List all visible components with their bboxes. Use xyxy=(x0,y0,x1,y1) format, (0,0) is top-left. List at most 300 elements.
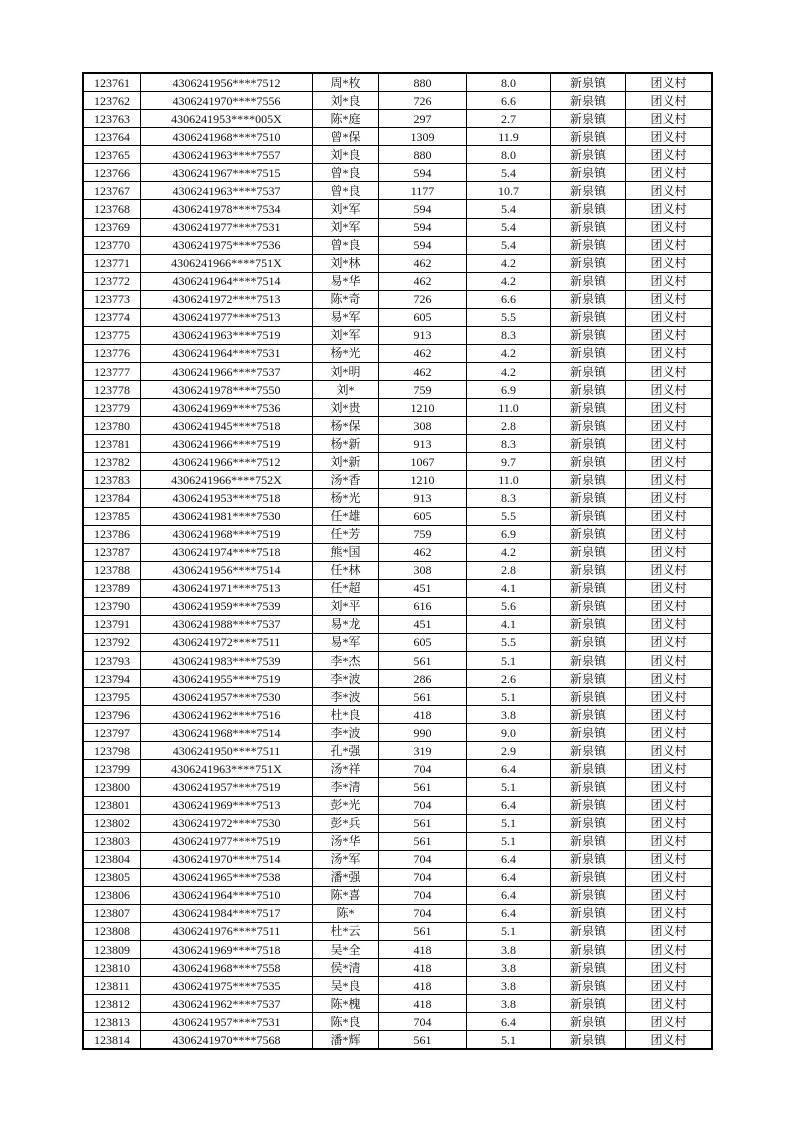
area-cell: 5.1 xyxy=(467,778,551,796)
village-cell: 团义村 xyxy=(626,922,712,940)
id-number-cell: 4306241965****7538 xyxy=(141,868,313,886)
name-cell: 易*军 xyxy=(313,633,379,651)
area-cell: 11.0 xyxy=(467,471,551,489)
area-cell: 8.0 xyxy=(467,74,551,92)
table-row xyxy=(84,182,712,200)
record-number-cell: 123765 xyxy=(84,146,141,164)
record-number-cell: 123813 xyxy=(84,1013,141,1031)
village-cell: 团义村 xyxy=(626,760,712,778)
village-cell: 团义村 xyxy=(626,796,712,814)
amount-cell: 319 xyxy=(379,742,467,760)
table-row xyxy=(84,850,712,868)
record-number-cell: 123808 xyxy=(84,922,141,940)
amount-cell: 418 xyxy=(379,977,467,995)
area-cell: 6.4 xyxy=(467,796,551,814)
amount-cell: 297 xyxy=(379,110,467,128)
village-cell: 团义村 xyxy=(626,74,712,92)
id-number-cell: 4306241945****7518 xyxy=(141,417,313,435)
table-row xyxy=(84,995,712,1013)
id-number-cell: 4306241966****7537 xyxy=(141,363,313,381)
village-cell: 团义村 xyxy=(626,344,712,362)
area-cell: 6.4 xyxy=(467,1013,551,1031)
area-cell: 4.2 xyxy=(467,272,551,290)
town-cell: 新泉镇 xyxy=(551,868,626,886)
village-cell: 团义村 xyxy=(626,941,712,959)
record-number-cell: 123793 xyxy=(84,652,141,670)
amount-cell: 418 xyxy=(379,959,467,977)
town-cell: 新泉镇 xyxy=(551,579,626,597)
area-cell: 5.5 xyxy=(467,308,551,326)
area-cell: 4.2 xyxy=(467,363,551,381)
record-number-cell: 123773 xyxy=(84,290,141,308)
name-cell: 吴*良 xyxy=(313,977,379,995)
village-cell: 团义村 xyxy=(626,868,712,886)
id-number-cell: 4306241978****7534 xyxy=(141,200,313,218)
id-number-cell: 4306241970****7514 xyxy=(141,850,313,868)
table-row xyxy=(84,760,712,778)
village-cell: 团义村 xyxy=(626,904,712,922)
area-cell: 3.8 xyxy=(467,706,551,724)
record-number-cell: 123771 xyxy=(84,254,141,272)
village-cell: 团义村 xyxy=(626,706,712,724)
id-number-cell: 4306241976****7511 xyxy=(141,922,313,940)
name-cell: 熊*国 xyxy=(313,543,379,561)
town-cell: 新泉镇 xyxy=(551,995,626,1013)
town-cell: 新泉镇 xyxy=(551,110,626,128)
area-cell: 8.0 xyxy=(467,146,551,164)
amount-cell: 561 xyxy=(379,814,467,832)
name-cell: 孔*强 xyxy=(313,742,379,760)
name-cell: 杜*良 xyxy=(313,706,379,724)
table-row xyxy=(84,363,712,381)
village-cell: 团义村 xyxy=(626,272,712,290)
id-number-cell: 4306241972****7511 xyxy=(141,633,313,651)
amount-cell: 880 xyxy=(379,146,467,164)
table-row xyxy=(84,724,712,742)
record-number-cell: 123799 xyxy=(84,760,141,778)
id-number-cell: 4306241967****7515 xyxy=(141,164,313,182)
record-number-cell: 123766 xyxy=(84,164,141,182)
table-row xyxy=(84,543,712,561)
village-cell: 团义村 xyxy=(626,652,712,670)
name-cell: 易*军 xyxy=(313,308,379,326)
id-number-cell: 4306241977****7531 xyxy=(141,218,313,236)
amount-cell: 462 xyxy=(379,254,467,272)
name-cell: 李*波 xyxy=(313,688,379,706)
name-cell: 李*波 xyxy=(313,724,379,742)
amount-cell: 913 xyxy=(379,326,467,344)
id-number-cell: 4306241970****7556 xyxy=(141,92,313,110)
record-number-cell: 123774 xyxy=(84,308,141,326)
village-cell: 团义村 xyxy=(626,453,712,471)
town-cell: 新泉镇 xyxy=(551,381,626,399)
name-cell: 陈*奇 xyxy=(313,290,379,308)
area-cell: 6.9 xyxy=(467,381,551,399)
record-number-cell: 123785 xyxy=(84,507,141,525)
table-row xyxy=(84,941,712,959)
id-number-cell: 4306241963****751X xyxy=(141,760,313,778)
area-cell: 2.7 xyxy=(467,110,551,128)
village-cell: 团义村 xyxy=(626,92,712,110)
record-number-cell: 123812 xyxy=(84,995,141,1013)
amount-cell: 704 xyxy=(379,868,467,886)
amount-cell: 704 xyxy=(379,796,467,814)
name-cell: 刘*军 xyxy=(313,200,379,218)
record-number-cell: 123811 xyxy=(84,977,141,995)
record-number-cell: 123795 xyxy=(84,688,141,706)
town-cell: 新泉镇 xyxy=(551,435,626,453)
amount-cell: 462 xyxy=(379,344,467,362)
amount-cell: 418 xyxy=(379,995,467,1013)
area-cell: 3.8 xyxy=(467,995,551,1013)
record-number-cell: 123783 xyxy=(84,471,141,489)
table-row xyxy=(84,471,712,489)
name-cell: 杨*保 xyxy=(313,417,379,435)
village-cell: 团义村 xyxy=(626,597,712,615)
village-cell: 团义村 xyxy=(626,128,712,146)
amount-cell: 418 xyxy=(379,941,467,959)
name-cell: 汤*军 xyxy=(313,850,379,868)
id-number-cell: 4306241983****7539 xyxy=(141,652,313,670)
id-number-cell: 4306241977****7513 xyxy=(141,308,313,326)
village-cell: 团义村 xyxy=(626,471,712,489)
amount-cell: 462 xyxy=(379,543,467,561)
record-number-cell: 123806 xyxy=(84,886,141,904)
village-cell: 团义村 xyxy=(626,381,712,399)
id-number-cell: 4306241974****7518 xyxy=(141,543,313,561)
id-number-cell: 4306241963****7537 xyxy=(141,182,313,200)
village-cell: 团义村 xyxy=(626,832,712,850)
town-cell: 新泉镇 xyxy=(551,886,626,904)
id-number-cell: 4306241953****005X xyxy=(141,110,313,128)
record-number-cell: 123767 xyxy=(84,182,141,200)
village-cell: 团义村 xyxy=(626,742,712,760)
village-cell: 团义村 xyxy=(626,146,712,164)
name-cell: 杨*光 xyxy=(313,344,379,362)
area-cell: 8.3 xyxy=(467,489,551,507)
record-number-cell: 123775 xyxy=(84,326,141,344)
name-cell: 任*雄 xyxy=(313,507,379,525)
town-cell: 新泉镇 xyxy=(551,706,626,724)
table-row xyxy=(84,272,712,290)
town-cell: 新泉镇 xyxy=(551,290,626,308)
table-row xyxy=(84,886,712,904)
id-number-cell: 4306241962****7537 xyxy=(141,995,313,1013)
amount-cell: 308 xyxy=(379,417,467,435)
name-cell: 汤*华 xyxy=(313,832,379,850)
table-row xyxy=(84,200,712,218)
village-cell: 团义村 xyxy=(626,308,712,326)
town-cell: 新泉镇 xyxy=(551,1013,626,1031)
town-cell: 新泉镇 xyxy=(551,597,626,615)
amount-cell: 462 xyxy=(379,272,467,290)
area-cell: 5.5 xyxy=(467,507,551,525)
town-cell: 新泉镇 xyxy=(551,363,626,381)
town-cell: 新泉镇 xyxy=(551,778,626,796)
id-number-cell: 4306241950****7511 xyxy=(141,742,313,760)
village-cell: 团义村 xyxy=(626,182,712,200)
amount-cell: 704 xyxy=(379,850,467,868)
name-cell: 曾*良 xyxy=(313,236,379,254)
id-number-cell: 4306241968****7514 xyxy=(141,724,313,742)
area-cell: 5.1 xyxy=(467,832,551,850)
village-cell: 团义村 xyxy=(626,724,712,742)
town-cell: 新泉镇 xyxy=(551,561,626,579)
table-row xyxy=(84,110,712,128)
table-row xyxy=(84,977,712,995)
name-cell: 彭*兵 xyxy=(313,814,379,832)
record-number-cell: 123787 xyxy=(84,543,141,561)
town-cell: 新泉镇 xyxy=(551,128,626,146)
id-number-cell: 4306241955****7519 xyxy=(141,670,313,688)
area-cell: 5.4 xyxy=(467,218,551,236)
town-cell: 新泉镇 xyxy=(551,308,626,326)
record-number-cell: 123779 xyxy=(84,399,141,417)
area-cell: 11.0 xyxy=(467,399,551,417)
area-cell: 8.3 xyxy=(467,435,551,453)
area-cell: 6.4 xyxy=(467,886,551,904)
record-number-cell: 123810 xyxy=(84,959,141,977)
id-number-cell: 4306241969****7513 xyxy=(141,796,313,814)
amount-cell: 1177 xyxy=(379,182,467,200)
name-cell: 杜*云 xyxy=(313,922,379,940)
name-cell: 曾*良 xyxy=(313,182,379,200)
name-cell: 任*芳 xyxy=(313,525,379,543)
area-cell: 5.4 xyxy=(467,164,551,182)
town-cell: 新泉镇 xyxy=(551,453,626,471)
name-cell: 汤*祥 xyxy=(313,760,379,778)
amount-cell: 594 xyxy=(379,200,467,218)
name-cell: 刘*良 xyxy=(313,92,379,110)
record-number-cell: 123814 xyxy=(84,1031,141,1049)
name-cell: 陈*良 xyxy=(313,1013,379,1031)
town-cell: 新泉镇 xyxy=(551,92,626,110)
id-number-cell: 4306241962****7516 xyxy=(141,706,313,724)
id-number-cell: 4306241956****7514 xyxy=(141,561,313,579)
village-cell: 团义村 xyxy=(626,1031,712,1049)
table-row xyxy=(84,561,712,579)
id-number-cell: 4306241969****7536 xyxy=(141,399,313,417)
town-cell: 新泉镇 xyxy=(551,688,626,706)
area-cell: 6.4 xyxy=(467,868,551,886)
id-number-cell: 4306241975****7536 xyxy=(141,236,313,254)
table-row xyxy=(84,92,712,110)
name-cell: 潘*强 xyxy=(313,868,379,886)
amount-cell: 605 xyxy=(379,633,467,651)
amount-cell: 913 xyxy=(379,489,467,507)
amount-cell: 308 xyxy=(379,561,467,579)
name-cell: 吴*全 xyxy=(313,941,379,959)
name-cell: 刘*平 xyxy=(313,597,379,615)
town-cell: 新泉镇 xyxy=(551,146,626,164)
village-cell: 团义村 xyxy=(626,290,712,308)
area-cell: 4.2 xyxy=(467,344,551,362)
id-number-cell: 4306241978****7550 xyxy=(141,381,313,399)
table-row xyxy=(84,308,712,326)
table-row xyxy=(84,633,712,651)
town-cell: 新泉镇 xyxy=(551,164,626,182)
id-number-cell: 4306241957****7530 xyxy=(141,688,313,706)
id-number-cell: 4306241964****7531 xyxy=(141,344,313,362)
amount-cell: 561 xyxy=(379,832,467,850)
name-cell: 汤*香 xyxy=(313,471,379,489)
table-row xyxy=(84,290,712,308)
table-row xyxy=(84,1013,712,1031)
village-cell: 团义村 xyxy=(626,886,712,904)
record-number-cell: 123780 xyxy=(84,417,141,435)
name-cell: 杨*光 xyxy=(313,489,379,507)
table-body xyxy=(84,74,712,1049)
town-cell: 新泉镇 xyxy=(551,922,626,940)
name-cell: 刘*良 xyxy=(313,146,379,164)
area-cell: 3.8 xyxy=(467,941,551,959)
area-cell: 2.8 xyxy=(467,561,551,579)
data-table xyxy=(83,73,712,1049)
village-cell: 团义村 xyxy=(626,579,712,597)
id-number-cell: 4306241968****7510 xyxy=(141,128,313,146)
name-cell: 李*清 xyxy=(313,778,379,796)
name-cell: 任*超 xyxy=(313,579,379,597)
id-number-cell: 4306241972****7530 xyxy=(141,814,313,832)
amount-cell: 759 xyxy=(379,381,467,399)
area-cell: 4.1 xyxy=(467,615,551,633)
name-cell: 刘*军 xyxy=(313,218,379,236)
village-cell: 团义村 xyxy=(626,507,712,525)
table-row xyxy=(84,796,712,814)
area-cell: 6.4 xyxy=(467,850,551,868)
table-row xyxy=(84,706,712,724)
record-number-cell: 123764 xyxy=(84,128,141,146)
town-cell: 新泉镇 xyxy=(551,832,626,850)
village-cell: 团义村 xyxy=(626,778,712,796)
area-cell: 10.7 xyxy=(467,182,551,200)
table-row xyxy=(84,525,712,543)
record-number-cell: 123791 xyxy=(84,615,141,633)
village-cell: 团义村 xyxy=(626,688,712,706)
amount-cell: 286 xyxy=(379,670,467,688)
name-cell: 刘*新 xyxy=(313,453,379,471)
amount-cell: 726 xyxy=(379,92,467,110)
table-row xyxy=(84,814,712,832)
town-cell: 新泉镇 xyxy=(551,182,626,200)
table-row xyxy=(84,507,712,525)
record-number-cell: 123784 xyxy=(84,489,141,507)
amount-cell: 418 xyxy=(379,706,467,724)
amount-cell: 880 xyxy=(379,74,467,92)
table-row xyxy=(84,868,712,886)
village-cell: 团义村 xyxy=(626,164,712,182)
name-cell: 任*林 xyxy=(313,561,379,579)
record-number-cell: 123772 xyxy=(84,272,141,290)
record-number-cell: 123798 xyxy=(84,742,141,760)
area-cell: 5.1 xyxy=(467,814,551,832)
area-cell: 3.8 xyxy=(467,977,551,995)
table-row xyxy=(84,146,712,164)
town-cell: 新泉镇 xyxy=(551,1031,626,1049)
record-number-cell: 123802 xyxy=(84,814,141,832)
name-cell: 周*枚 xyxy=(313,74,379,92)
amount-cell: 704 xyxy=(379,904,467,922)
amount-cell: 462 xyxy=(379,363,467,381)
area-cell: 9.7 xyxy=(467,453,551,471)
town-cell: 新泉镇 xyxy=(551,633,626,651)
village-cell: 团义村 xyxy=(626,633,712,651)
village-cell: 团义村 xyxy=(626,670,712,688)
town-cell: 新泉镇 xyxy=(551,796,626,814)
area-cell: 5.4 xyxy=(467,236,551,254)
area-cell: 5.1 xyxy=(467,1031,551,1049)
table-row xyxy=(84,218,712,236)
area-cell: 6.9 xyxy=(467,525,551,543)
record-number-cell: 123803 xyxy=(84,832,141,850)
table-row xyxy=(84,832,712,850)
record-number-cell: 123804 xyxy=(84,850,141,868)
village-cell: 团义村 xyxy=(626,254,712,272)
id-number-cell: 4306241977****7519 xyxy=(141,832,313,850)
table-row xyxy=(84,435,712,453)
name-cell: 刘*军 xyxy=(313,326,379,344)
town-cell: 新泉镇 xyxy=(551,652,626,670)
record-number-cell: 123805 xyxy=(84,868,141,886)
record-number-cell: 123800 xyxy=(84,778,141,796)
area-cell: 9.0 xyxy=(467,724,551,742)
id-number-cell: 4306241963****7557 xyxy=(141,146,313,164)
amount-cell: 561 xyxy=(379,778,467,796)
id-number-cell: 4306241956****7512 xyxy=(141,74,313,92)
record-number-cell: 123768 xyxy=(84,200,141,218)
name-cell: 易*华 xyxy=(313,272,379,290)
town-cell: 新泉镇 xyxy=(551,941,626,959)
id-number-cell: 4306241970****7568 xyxy=(141,1031,313,1049)
record-number-cell: 123776 xyxy=(84,344,141,362)
village-cell: 团义村 xyxy=(626,995,712,1013)
table-row xyxy=(84,254,712,272)
table-row xyxy=(84,399,712,417)
town-cell: 新泉镇 xyxy=(551,670,626,688)
amount-cell: 561 xyxy=(379,652,467,670)
name-cell: 李*波 xyxy=(313,670,379,688)
table-row xyxy=(84,670,712,688)
town-cell: 新泉镇 xyxy=(551,977,626,995)
id-number-cell: 4306241984****7517 xyxy=(141,904,313,922)
record-number-cell: 123801 xyxy=(84,796,141,814)
town-cell: 新泉镇 xyxy=(551,850,626,868)
amount-cell: 913 xyxy=(379,435,467,453)
name-cell: 易*龙 xyxy=(313,615,379,633)
name-cell: 陈*喜 xyxy=(313,886,379,904)
table-row xyxy=(84,128,712,146)
id-number-cell: 4306241968****7519 xyxy=(141,525,313,543)
name-cell: 陈*庭 xyxy=(313,110,379,128)
record-number-cell: 123807 xyxy=(84,904,141,922)
record-number-cell: 123797 xyxy=(84,724,141,742)
village-cell: 团义村 xyxy=(626,814,712,832)
amount-cell: 451 xyxy=(379,579,467,597)
record-number-cell: 123809 xyxy=(84,941,141,959)
village-cell: 团义村 xyxy=(626,543,712,561)
amount-cell: 561 xyxy=(379,1031,467,1049)
id-number-cell: 4306241966****7519 xyxy=(141,435,313,453)
name-cell: 侯*清 xyxy=(313,959,379,977)
record-number-cell: 123789 xyxy=(84,579,141,597)
table-row xyxy=(84,489,712,507)
table-row xyxy=(84,417,712,435)
table-row xyxy=(84,742,712,760)
town-cell: 新泉镇 xyxy=(551,489,626,507)
record-number-cell: 123778 xyxy=(84,381,141,399)
area-cell: 6.6 xyxy=(467,92,551,110)
id-number-cell: 4306241957****7531 xyxy=(141,1013,313,1031)
